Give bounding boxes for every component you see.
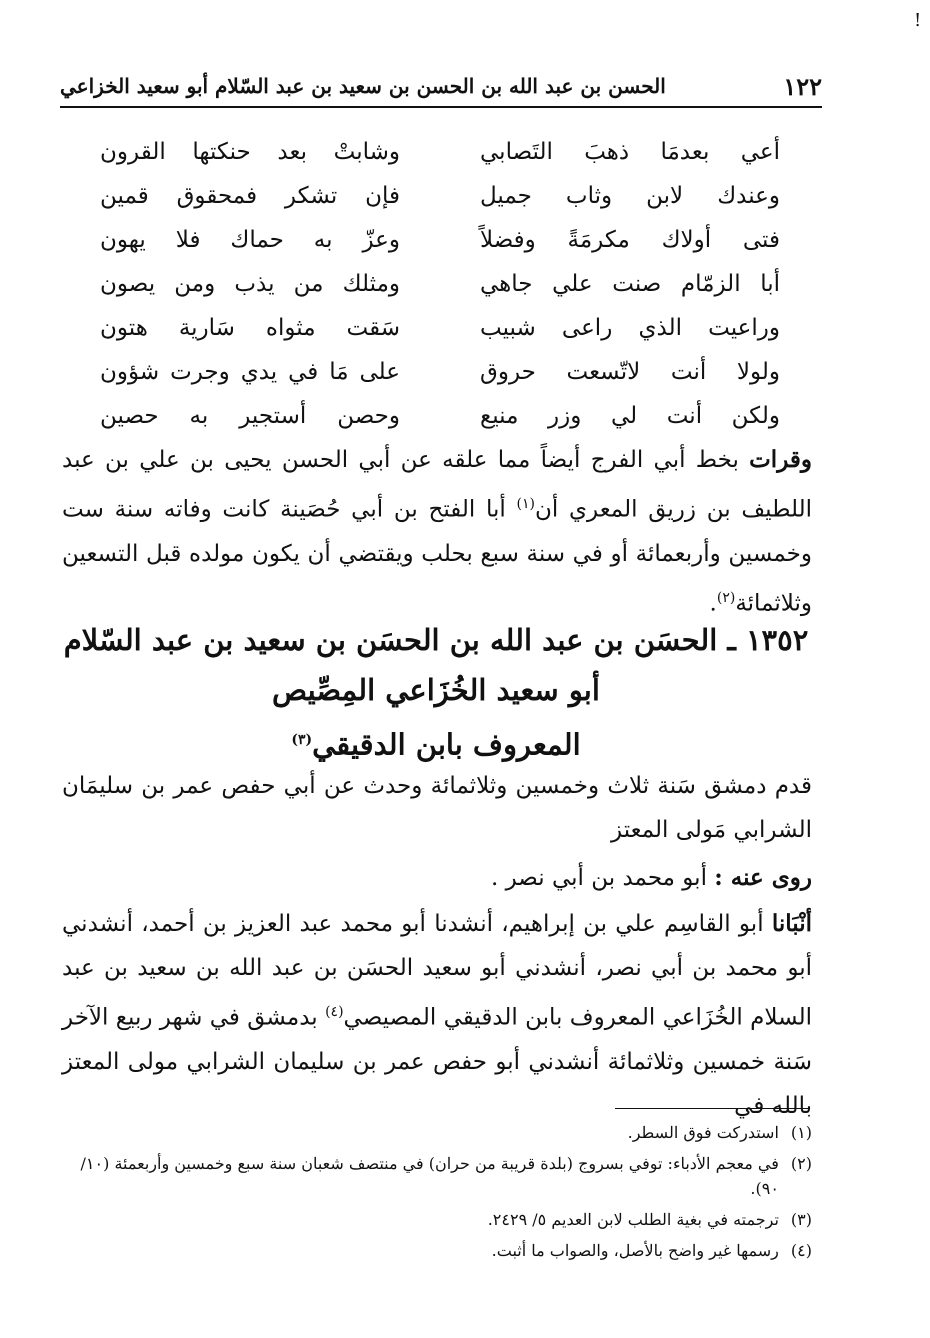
- paragraph-qarat: [62, 438, 812, 625]
- footnote-text: ترجمته في بغية الطلب لابن العديم ٥/ ٢٤٢٩.: [487, 1210, 779, 1229]
- poem-verse: [100, 306, 780, 350]
- verse-second-hemistich: على مَا في يدي وجرت شؤون: [100, 359, 400, 385]
- paragraph-lead: روى عنه :: [714, 864, 812, 891]
- paragraph-anbana: [62, 902, 812, 1128]
- footnote-text: استدركت فوق السطر.: [627, 1123, 779, 1142]
- paragraph-text: .: [709, 590, 717, 617]
- poem-verse: [100, 262, 780, 306]
- verse-first-hemistich: ولولا أنت لاتّسعت حروق: [480, 359, 780, 385]
- paragraph-lead: وقرات: [749, 446, 812, 473]
- footnote-ref: (٢): [716, 589, 736, 606]
- footnote-ref: (١): [516, 496, 536, 512]
- verse-second-hemistich: وعزّ به حماك فلا يهون: [100, 227, 400, 253]
- verse-first-hemistich: وعندك لابن وثاب جميل: [480, 183, 780, 209]
- paragraph-text: بخط أبي الفرج أيضاً مما علقه عن أبي الحسن يحيى بن علي بن عبد اللطيف بن زريق المعري أن: [62, 447, 812, 523]
- verse-second-hemistich: ومثلك من يذب ومن يصون: [100, 271, 400, 297]
- footnotes: [62, 1120, 812, 1269]
- poem-verse: [100, 394, 780, 438]
- stray-mark: !: [914, 10, 922, 31]
- paragraph-arrival: قدم دمشق سَنة ثلاث وخمسين وثلاثمائة وحدث عن أبي حفص عمر بن سليمَان الشرابي مَولى المعتز: [62, 773, 812, 843]
- footnote-ref: (٤): [325, 1004, 344, 1020]
- verse-first-hemistich: أبا الزمّام صنت علي جاهي: [480, 271, 780, 297]
- page-number: ١٢٢: [783, 71, 822, 101]
- verse-second-hemistich: وشابتْ بعد حنكتها القرون: [100, 139, 400, 165]
- verse-second-hemistich: فإن تشكر فمحقوق قمين: [100, 183, 400, 209]
- paragraph-narrators: [62, 856, 812, 900]
- footnote-number: (٢): [790, 1154, 812, 1173]
- footnote-number: (٤): [790, 1241, 812, 1260]
- footnote-number: (١): [790, 1123, 812, 1142]
- paragraph-text: أبو القاسِم علي بن إبراهيم، أنشدنا أبو محمد عبد العزيز بن أحمد، أنشدني أبو محمد بن أبي نصر، أنشدني أبو سعيد الحسَن بن عبد الله بن سعيد بن عبد السلام الخُزَاعي المعروف بابن الدقيقي المصيصي: [62, 911, 813, 1031]
- page-header: [60, 66, 822, 108]
- entry-heading: [60, 615, 812, 770]
- poem-verse: [100, 130, 780, 174]
- verse-first-hemistich: فتى أولاك مكرمَةً وفضلاً: [480, 227, 780, 253]
- verse-second-hemistich: وحصن أستجير به حصين: [100, 403, 400, 429]
- poem-verse: [100, 174, 780, 218]
- poem: [100, 130, 780, 438]
- footnote-ref: (٣): [291, 732, 313, 748]
- footnote-text: رسمها غير واضح بالأصل، والصواب ما أثبت.: [491, 1241, 779, 1260]
- paragraph-text: أبو محمد بن أبي نصر .: [490, 865, 715, 891]
- footnote-separator: [615, 1108, 810, 1109]
- footnote-number: (٣): [790, 1210, 812, 1229]
- verse-first-hemistich: ولكن أنت لي وزر منيع: [480, 403, 780, 429]
- running-title: الحسن بن عبد الله بن الحسن بن سعيد بن عبد السّلام أبو سعيد الخزاعي: [60, 74, 666, 98]
- footnote: [62, 1207, 812, 1232]
- entry-heading-text: المعروف بابن الدقيقي: [312, 727, 581, 762]
- paragraph-text: بدمشق في شهر ربيع الآخر سَنة خمسين وثلاثمائة أنشدني أبو حفص عمر بن سليمان الشرابي مولى المعتز بالله في: [62, 1004, 812, 1119]
- paragraph-text: أبا الفتح بن أبي حُصَينة كانت وفاته سنة ست وخمسين وأربعمائة أو في سنة سبع بحلب ويقتضي أن يكون مولده قبل التسعين وثلاثمائة: [62, 496, 812, 617]
- footnote: [62, 1151, 812, 1201]
- footnote: [62, 1120, 812, 1145]
- verse-first-hemistich: وراعيت الذي راعى شبيب: [480, 315, 780, 341]
- poem-verse: [100, 218, 780, 262]
- footnote: [62, 1238, 812, 1263]
- poem-verse: [100, 350, 780, 394]
- verse-first-hemistich: أعي بعدمَا ذهبَ التَصابي: [480, 139, 780, 165]
- paragraph-lead: أنْبَانا: [771, 910, 812, 937]
- footnote-text: في معجم الأدباء: توفي بسروج (بلدة قريبة من حران) في منتصف شعبان سنة سبع وخمسين وأربعمئة (١٠/ ٩٠).: [80, 1154, 779, 1198]
- entry-heading-line: [60, 715, 812, 770]
- verse-second-hemistich: سَقت مثواه سَارية هتون: [100, 315, 400, 341]
- entry-heading-line: ١٣٥٢ ـ الحسَن بن عبد الله بن الحسَن بن سعيد بن عبد السّلام: [63, 623, 809, 657]
- entry-heading-line: أبو سعيد الخُزَاعي المِصِّيص: [272, 673, 600, 707]
